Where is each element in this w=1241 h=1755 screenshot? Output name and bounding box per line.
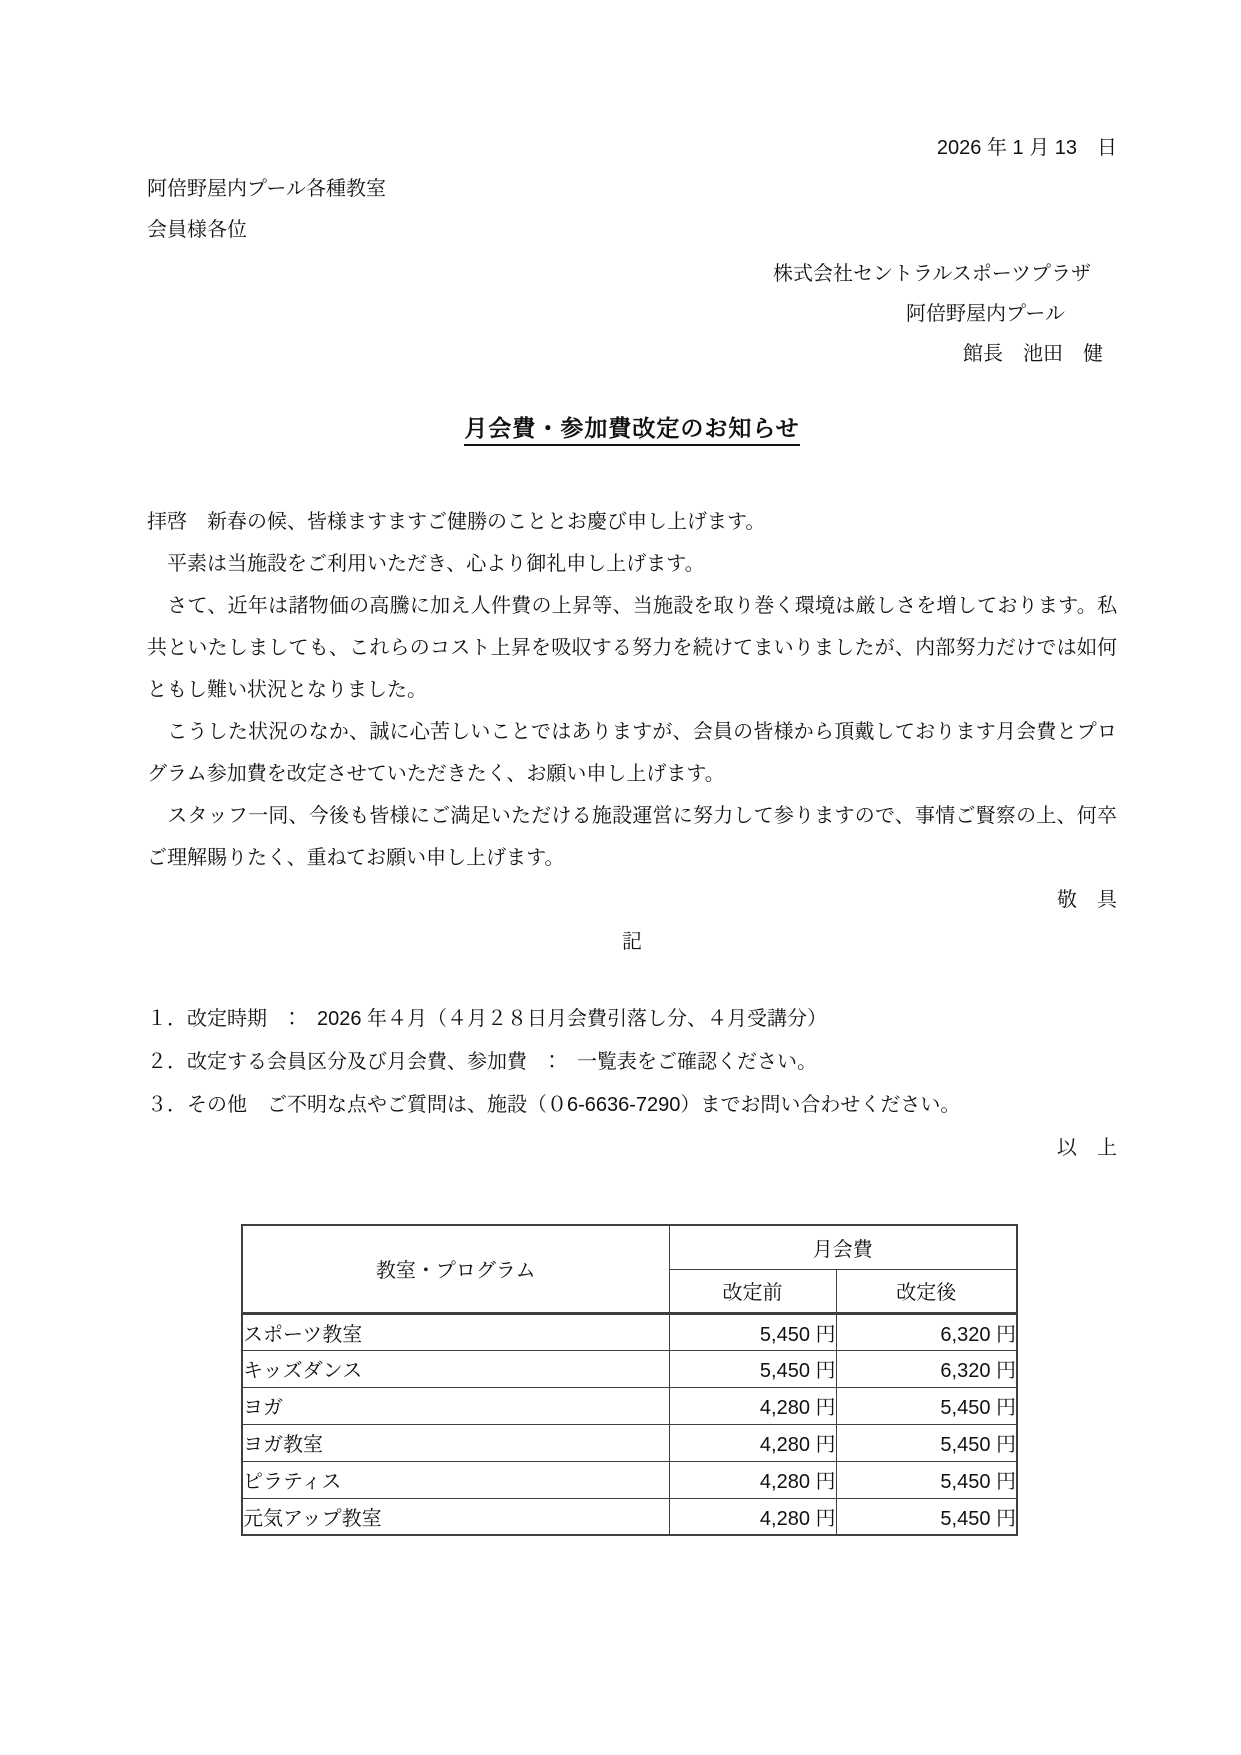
record-marker: 記 [622, 931, 642, 953]
paragraph-greeting: 拝啓 新春の候、皆様ますますご健勝のこととお慶び申し上げます。 [147, 511, 766, 533]
fee-before: 4,280 円 [669, 1498, 836, 1535]
fee-after: 5,450 円 [836, 1424, 1017, 1461]
program-name: 元気アップ教室 [242, 1498, 669, 1535]
program-name: ヨガ教室 [242, 1424, 669, 1461]
fee-before: 5,450 円 [669, 1350, 836, 1387]
sender-facility: 阿倍野屋内プール [906, 303, 1065, 325]
notice-title-text: 月会費・参加費改定のお知らせ [464, 415, 799, 446]
fee-after: 5,450 円 [836, 1387, 1017, 1424]
document-date: 2026 年 1 月 13 日 [936, 137, 1117, 159]
header-before-revision: 改定前 [669, 1269, 836, 1313]
item-revision-timing: １．改定時期 ： 2026 年４月（４月２８日月会費引落し分、４月受講分） [147, 1008, 828, 1030]
table-row [242, 1498, 1017, 1535]
recipient-facility: 阿倍野屋内プール各種教室 [147, 178, 386, 200]
program-name: ヨガ [242, 1387, 669, 1424]
fee-before: 4,280 円 [669, 1461, 836, 1498]
paragraph-thanks: 平素は当施設をご利用いただき、心より御礼申し上げます。 [147, 553, 705, 575]
paragraph-commitment: スタッフ一同、今後も皆様にご満足いただける施設運営に努力して参りますので、事情ご賢察の上、何卒ご理解賜りたく、重ねてお願い申し上げます。 [147, 805, 1117, 869]
program-name: キッズダンス [242, 1350, 669, 1387]
paragraph-revision-request: こうした状況のなか、誠に心苦しいことではありますが、会員の皆様から頂戴しております月会費とプログラム参加費を改定させていただきたく、お願い申し上げます。 [147, 721, 1117, 785]
fee-before: 4,280 円 [669, 1424, 836, 1461]
fee-before: 5,450 円 [669, 1313, 836, 1350]
letter-body [147, 501, 1117, 879]
header-program: 教室・プログラム [242, 1225, 669, 1313]
program-name: スポーツ教室 [242, 1313, 669, 1350]
end-marker: 以 上 [1057, 1137, 1117, 1159]
table-row [242, 1387, 1017, 1424]
item-contact: ３．その他 ご不明な点やご質問は、施設（０6-6636-7290）までお問い合わせください。 [147, 1094, 961, 1116]
table-row [242, 1350, 1017, 1387]
sender-director: 館長 池田 健 [963, 343, 1103, 365]
table-header-row-group [242, 1225, 1017, 1269]
table-row [242, 1461, 1017, 1498]
closing-salutation: 敬 具 [1057, 889, 1117, 911]
fee-after: 5,450 円 [836, 1498, 1017, 1535]
fee-after: 6,320 円 [836, 1313, 1017, 1350]
fee-after: 6,320 円 [836, 1350, 1017, 1387]
table-row [242, 1313, 1017, 1350]
notice-title [147, 411, 1117, 445]
document-content [0, 133, 1241, 1536]
item-revision-targets: ２．改定する会員区分及び月会費、参加費 ： 一覧表をご確認ください。 [147, 1051, 817, 1073]
table-row [242, 1424, 1017, 1461]
notice-items [147, 998, 1117, 1127]
recipient-members: 会員様各位 [147, 219, 247, 241]
sender-company: 株式会社セントラルスポーツプラザ [773, 263, 1091, 285]
fee-after: 5,450 円 [836, 1461, 1017, 1498]
fee-revision-table [241, 1224, 1018, 1536]
program-name: ピラティス [242, 1461, 669, 1498]
paragraph-background: さて、近年は諸物価の高騰に加え人件費の上昇等、当施設を取り巻く環境は厳しさを増しております。私共といたしましても、これらのコスト上昇を吸収する努力を続けてまいりましたが、内部努力だけでは如何ともし難い状況となりました。 [147, 595, 1117, 701]
fee-before: 4,280 円 [669, 1387, 836, 1424]
header-after-revision: 改定後 [836, 1269, 1017, 1313]
header-monthly-fee: 月会費 [669, 1225, 1017, 1269]
